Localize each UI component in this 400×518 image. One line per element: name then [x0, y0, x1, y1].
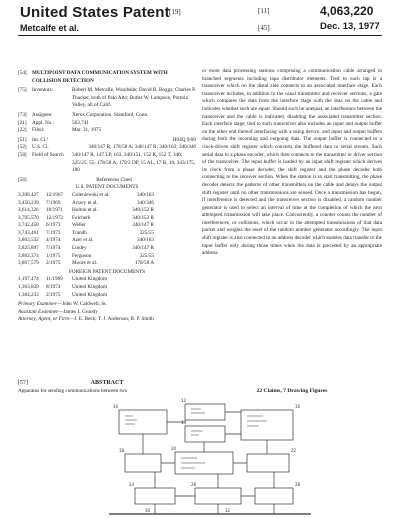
- header-rule: [18, 35, 382, 36]
- reference-name: Fulcherk: [72, 214, 91, 221]
- reference-name: Moore et al.: [72, 260, 98, 267]
- reference-num: 3,825,897: [18, 245, 39, 252]
- drawing-reference-numeral: 10: [113, 404, 119, 409]
- field-of-search: [58] Field of Search 340/147 R, 147 LP, 163, 340/151, 152 R, 152 T, 346; 325/25, 55; 178/58 A; 179/2 DP, 15 AL, 17 B, 18; 343/175, 180: [18, 151, 196, 174]
- reference-name: Arracy et al.: [72, 199, 98, 206]
- reference-row: [18, 207, 196, 215]
- reference-row: [18, 215, 196, 223]
- reference-name: Trandh: [72, 229, 87, 236]
- reference-num: 1,384,233: [18, 291, 39, 298]
- reference-name: Holton et al.: [72, 207, 98, 214]
- drawing-reference-numeral: 18: [119, 448, 125, 453]
- inventors-short: Metcalfe et al.: [20, 23, 80, 33]
- drawing-reference-numeral: 20: [171, 446, 177, 451]
- us-patent-docs-heading: U.S. PATENT DOCUMENTS: [75, 184, 139, 191]
- reference-name: United Kingdom: [72, 291, 108, 298]
- filed-field: [22] Filed: Mar. 31, 1975: [18, 127, 196, 135]
- foreign-docs-heading: FOREIGN PATENT DOCUMENTS: [68, 268, 146, 275]
- reference-cls: [124, 276, 154, 284]
- us-references-list: [18, 192, 196, 268]
- drawing-reference-numeral: 30: [145, 508, 151, 513]
- filed-date: Mar. 31, 1975: [72, 127, 102, 134]
- reference-row: [18, 222, 196, 230]
- reference-row: [18, 292, 196, 300]
- reference-name: Azer et al.: [72, 237, 94, 244]
- reference-cls: 340/152 R: [132, 214, 154, 221]
- bibliographic-column: [18, 70, 196, 324]
- reference-date: 1/1975: [46, 252, 61, 259]
- reference-num: 1,197,474: [18, 276, 39, 283]
- drawing-detail-lines: [125, 409, 267, 468]
- reference-name: Goleniewski et al.: [72, 191, 110, 198]
- reference-date: 8/1974: [46, 284, 61, 291]
- reference-cls: 340/163: [136, 237, 154, 244]
- reference-cls: 178/58 A: [134, 260, 154, 267]
- reference-row: [18, 192, 196, 200]
- inventors-field: [75] Inventors: Robert M. Metcalfe, Woodside; David R. Boggs; Charles P. Thacker, both of Palo Alto; Butler W. Lampson, Portola Valley, all of Calif.: [18, 87, 196, 109]
- abstract-heading: ABSTRACT: [90, 380, 124, 386]
- reference-cls: [124, 284, 154, 292]
- reference-cls: 340/163: [136, 191, 154, 198]
- issue-date: Dec. 13, 1977: [320, 21, 380, 32]
- int-cl-value: H04Q 9/00: [172, 136, 196, 143]
- reference-date: 7/1969: [46, 199, 61, 206]
- reference-date: 2/1975: [46, 291, 61, 298]
- reference-num: 3,308,427: [18, 191, 39, 198]
- us-cl-value: 340/147 R; 178/58 A; 340/147 R; 340/163; 340/346: [88, 144, 196, 151]
- int-cl-field: [51] Int. Cl.² H04Q 9/00: [18, 136, 196, 143]
- reference-cls: 340/346: [136, 199, 154, 206]
- drawing-reference-numeral: 32: [225, 508, 231, 513]
- reference-date: 7/1973: [46, 229, 61, 236]
- drawing-block: [135, 488, 175, 504]
- reference-date: 12/1967: [46, 191, 64, 198]
- drawing-block: [255, 488, 293, 504]
- reference-name: Ferguson: [72, 252, 92, 259]
- drawing-block: [185, 426, 225, 442]
- reference-num: 1,363,839: [18, 284, 39, 291]
- reference-date: 4/1974: [46, 237, 61, 244]
- search-value: 340/147 R, 147 LP, 163, 340/151, 152 R, 152 T, 346; 325/25, 55; 178/58 A; 179/2 DP, 15 AL, 17 B, 18; 343/175, 180: [72, 151, 196, 174]
- drawing-reference-numeral: 12: [181, 398, 187, 403]
- reference-num: 3,803,532: [18, 237, 39, 244]
- reference-cls: 340/147 R: [132, 245, 154, 252]
- drawing-reference-numeral: 14: [181, 420, 187, 425]
- reference-cls: [124, 292, 154, 300]
- reference-row: [18, 260, 196, 268]
- drawing-taps: [155, 504, 274, 514]
- reference-row: [18, 253, 196, 261]
- drawing-reference-numeral: 26: [191, 482, 197, 487]
- representative-drawing: [105, 396, 315, 518]
- reference-row: [18, 276, 196, 284]
- issue-date-code: [45]: [258, 24, 270, 32]
- reference-date: 7/1974: [46, 245, 61, 252]
- invention-title: MULTIPOINT DATA COMMUNICATION SYSTEM WITH COLLISION DETECTION: [32, 70, 168, 84]
- reference-row: [18, 200, 196, 208]
- reference-num: 3,867,579: [18, 260, 39, 267]
- reference-date: 6/1973: [46, 222, 61, 229]
- drawing-block: [241, 410, 293, 440]
- us-cl-field: [52] U.S. Cl. 340/147 R; 178/58 A; 340/147 R; 340/163; 340/346: [18, 144, 196, 151]
- patent-heading: United States Patent: [20, 4, 170, 21]
- reference-cls: 325/55: [139, 252, 154, 259]
- heading-code: [19]: [169, 8, 181, 16]
- abstract-continuation: or more data processing stations comprising a communication cable arranged in branched segments including tapa distributor elements. Tied to each tap is a transceiver which on the distal side connects to an associated interface stage. Each transceiver includes, in addition to the usual transmitter and receiver sections, a gate which compares the data from the interface stage with the data on the cable and indicates whether such are equal. Should such be unequal, an interference between the transceiver and the cable is indicated, disabling the associated transmitter section. Each interface stage, tied to such transceiver also includes an input and output buffer on the other end thereof interfacing with a using device, and input and output buffers during both the incoming and outgoing data. The output buffer is connected to a clock-driven shift register which converts the buffered data to serial stream. Such serial data to a phase encoder, which then connects to the transmitter or driver section of the transceiver. The input buffer is loaded by an input shift register which derives its clock from a phase decoder, the shift register and the phase decoder both connecting to the receiver section. When the station is to start transmitting, the phase decoder detects the patterns of other transmitters on the cable and delays the output shift register until no other transmissions are sensed. Once a transmission has begun, if interference is detected and the transceiver section is disabled, a random number generator is used to select an interval of time at the completion of which the next attempted transmission will take place. Concurrently, a counter counts the number of interferences, or collisions, which occur in the attempted transmissions of that data packet and weights the reset of the random number generator accordingly. The input shift register is also connected to an address decoder which enables data transfer to the input buffer only during those times when the data is preceded by an appropriate address.: [202, 68, 382, 257]
- reference-name: United Kingdom: [72, 276, 108, 283]
- reference-name: United Kingdom: [72, 284, 108, 291]
- reference-date: 11/1969: [46, 276, 63, 283]
- reference-date: 10/1971: [46, 207, 64, 214]
- patent-number-code: [11]: [258, 7, 270, 15]
- foreign-references-list: [18, 276, 196, 299]
- drawing-reference-numeral: 22: [291, 448, 297, 453]
- reference-name: Weller: [72, 222, 86, 229]
- drawing-reference-numeral: 24: [129, 482, 135, 487]
- reference-num: 3,743,461: [18, 229, 39, 236]
- reference-cls: 325/55: [139, 229, 154, 236]
- appl-no-field: [21] Appl. No.: 563,741: [18, 120, 196, 128]
- reference-cls: 340/152 R: [132, 207, 154, 214]
- reference-num: 3,862,374: [18, 252, 39, 259]
- abstract-code: [57]: [18, 380, 28, 386]
- drawing-block: [247, 454, 289, 472]
- claims-count: 22 Claims, 7 Drawing Figures: [256, 388, 328, 394]
- reference-date: 2/1975: [46, 260, 61, 267]
- reference-num: 3,614,326: [18, 207, 39, 214]
- drawing-block: [185, 404, 225, 420]
- drawing-block: [119, 410, 167, 434]
- reference-num: 3,456,239: [18, 199, 39, 206]
- primary-examiner: Primary Examiner—John W. Caldwell, Sr.: [18, 301, 107, 308]
- reference-row: [18, 245, 196, 253]
- drawing-reference-numeral: 28: [295, 482, 301, 487]
- reference-date: 12/1972: [46, 214, 64, 221]
- assignee-field: [73] Assignee: Xerox Corporation, Stamford, Conn.: [18, 112, 196, 120]
- abstract-text: Apparatus for sending communications between two: [18, 388, 128, 394]
- reference-row: [18, 230, 196, 238]
- attorney: Attorney, Agent, or Firm—J. E. Beck; T. J. Anderson; B. P. Smith: [18, 316, 154, 323]
- drawing-block: [195, 488, 241, 504]
- reference-name: Lindey: [72, 245, 87, 252]
- reference-num: 3,742,450: [18, 222, 39, 229]
- drawing-reference-numeral: 16: [295, 404, 301, 409]
- reference-row: [18, 237, 196, 245]
- application-number: 563,741: [72, 119, 89, 126]
- drawing-block: [125, 454, 161, 472]
- references-heading: [56] References Cited: [18, 176, 132, 183]
- assistant-examiner: Assistant Examiner—James J. Groody: [18, 308, 98, 315]
- title-field: [54] MULTIPOINT DATA COMMUNICATION SYSTEM WITH COLLISION DETECTION: [18, 70, 196, 85]
- reference-num: 3,705,570: [18, 214, 39, 221]
- assignee-name: Xerox Corporation, Stamford, Conn.: [72, 111, 149, 118]
- reference-row: [18, 284, 196, 292]
- inventors-list: Robert M. Metcalfe, Woodside; David R. Boggs; Charles P. Thacker, both of Palo Alto; Butler W. Lampson, Portola Valley, all of Calif.: [72, 87, 196, 109]
- reference-cls: 340/147 R: [132, 222, 154, 229]
- patent-number: 4,063,220: [320, 4, 374, 18]
